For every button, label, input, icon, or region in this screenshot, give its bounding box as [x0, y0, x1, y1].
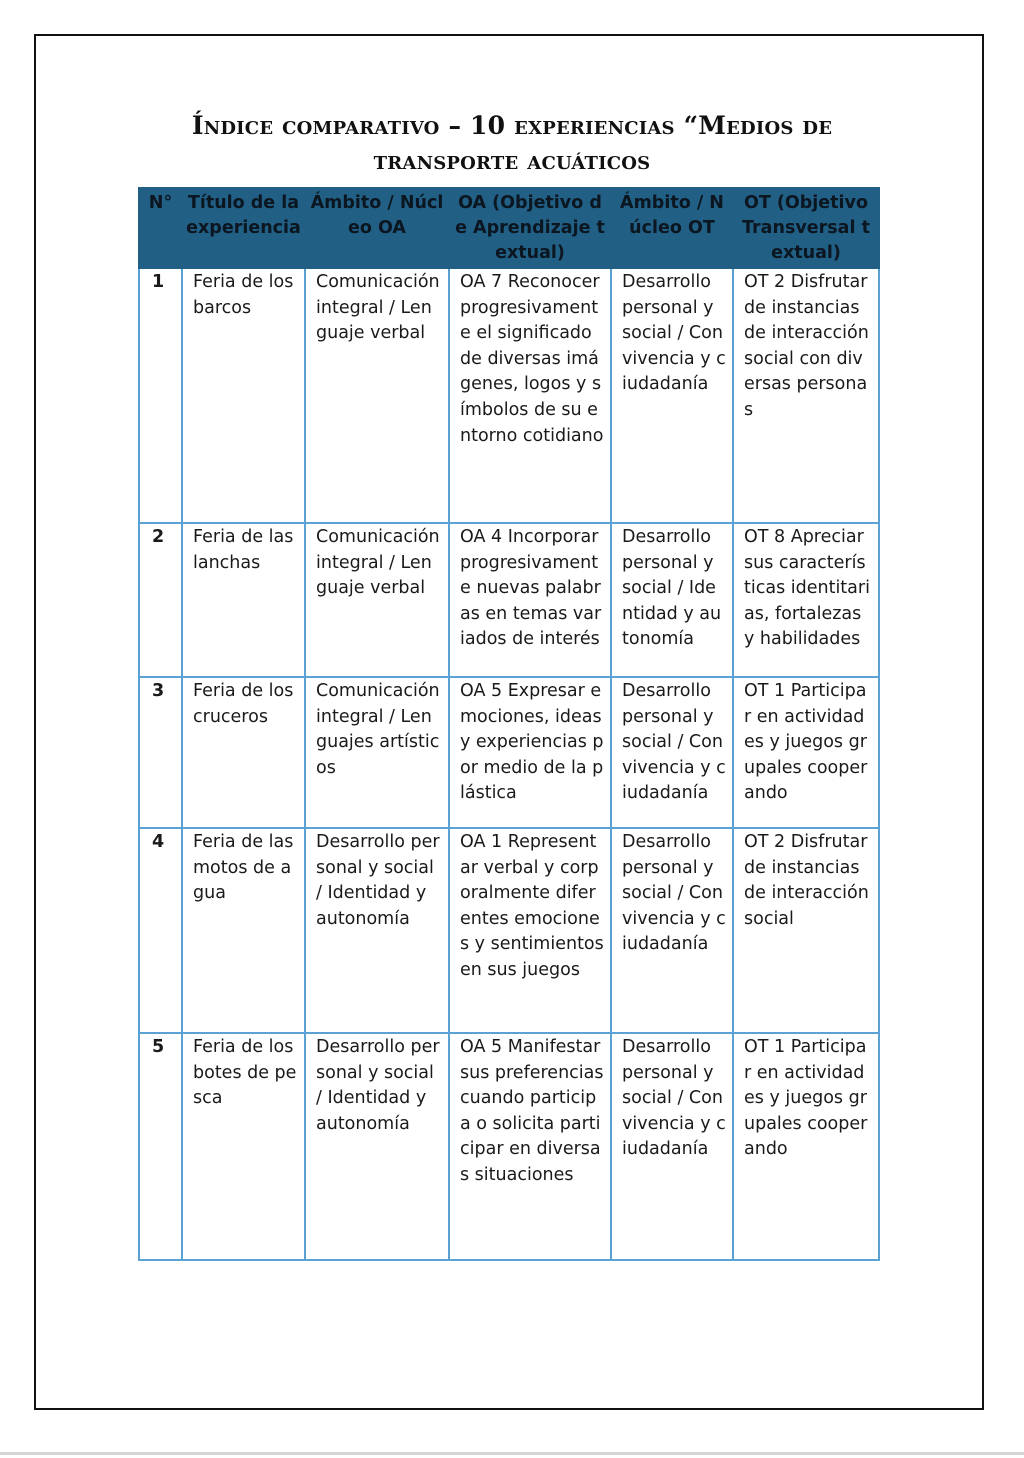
cell-num: 1	[139, 268, 182, 523]
cell-oa: OA 7 Reconocer progresivamente el significado de diversas imágenes, logos y símbolos de su entorno cotidiano	[449, 268, 611, 523]
header-num: N°	[139, 188, 182, 268]
cell-num: 4	[139, 828, 182, 1033]
cell-ambito-oa: Comunicación integral / Lenguajes artísticos	[305, 677, 449, 828]
cell-ambito-ot: Desarrollo personal y social / Convivencia y ciudadanía	[611, 268, 733, 523]
header-oa: OA (Objetivo de Aprendizaje textual)	[449, 188, 611, 268]
header-ambito-ot: Ámbito / Núcleo OT	[611, 188, 733, 268]
cell-num: 2	[139, 523, 182, 677]
table-row	[139, 523, 879, 677]
table-header-row	[139, 188, 879, 268]
table-row	[139, 268, 879, 523]
table-row	[139, 828, 879, 1033]
cell-ot: OT 1 Participar en actividades y juegos grupales cooperando	[733, 677, 879, 828]
cell-titulo: Feria de las lanchas	[182, 523, 305, 677]
header-titulo: Título de la experiencia	[182, 188, 305, 268]
cell-ot: OT 1 Participar en actividades y juegos grupales cooperando	[733, 1033, 879, 1260]
cell-num: 5	[139, 1033, 182, 1260]
page-bottom-divider	[0, 1452, 1024, 1455]
cell-ambito-oa: Desarrollo personal y social / Identidad y autonomía	[305, 828, 449, 1033]
cell-ambito-oa: Desarrollo personal y social / Identidad y autonomía	[305, 1033, 449, 1260]
table-row	[139, 677, 879, 828]
cell-ambito-oa: Comunicación integral / Lenguaje verbal	[305, 523, 449, 677]
cell-ambito-oa: Comunicación integral / Lenguaje verbal	[305, 268, 449, 523]
title-line-2: transporte acuáticos	[373, 146, 651, 175]
cell-num: 3	[139, 677, 182, 828]
cell-titulo: Feria de los cruceros	[182, 677, 305, 828]
cell-ambito-ot: Desarrollo personal y social / Convivencia y ciudadanía	[611, 828, 733, 1033]
cell-oa: OA 4 Incorporar progresivamente nuevas palabras en temas variados de interés	[449, 523, 611, 677]
cell-ambito-ot: Desarrollo personal y social / Identidad y autonomía	[611, 523, 733, 677]
cell-ot: OT 2 Disfrutar de instancias de interacción social	[733, 828, 879, 1033]
cell-oa: OA 1 Representar verbal y corporalmente diferentes emociones y sentimientos en sus juegos	[449, 828, 611, 1033]
title-line-1: Índice comparativo – 10 experiencias “Medios de	[191, 111, 833, 140]
cell-titulo: Feria de los botes de pesca	[182, 1033, 305, 1260]
cell-oa: OA 5 Expresar emociones, ideas y experiencias por medio de la plástica	[449, 677, 611, 828]
header-ot: OT (Objetivo Transversal textual)	[733, 188, 879, 268]
header-ambito-oa: Ámbito / Núcleo OA	[305, 188, 449, 268]
cell-ot: OT 2 Disfrutar de instancias de interacción social con diversas personas	[733, 268, 879, 523]
cell-titulo: Feria de los barcos	[182, 268, 305, 523]
table-row	[139, 1033, 879, 1260]
cell-oa: OA 5 Manifestar sus preferencias cuando participa o solicita participar en diversas situaciones	[449, 1033, 611, 1260]
cell-ambito-ot: Desarrollo personal y social / Convivencia y ciudadanía	[611, 677, 733, 828]
comparison-table	[138, 187, 880, 1261]
cell-ot: OT 8 Apreciar sus características identitarias, fortalezas y habilidades	[733, 523, 879, 677]
document-title	[0, 108, 1024, 178]
cell-titulo: Feria de las motos de agua	[182, 828, 305, 1033]
cell-ambito-ot: Desarrollo personal y social / Convivencia y ciudadanía	[611, 1033, 733, 1260]
